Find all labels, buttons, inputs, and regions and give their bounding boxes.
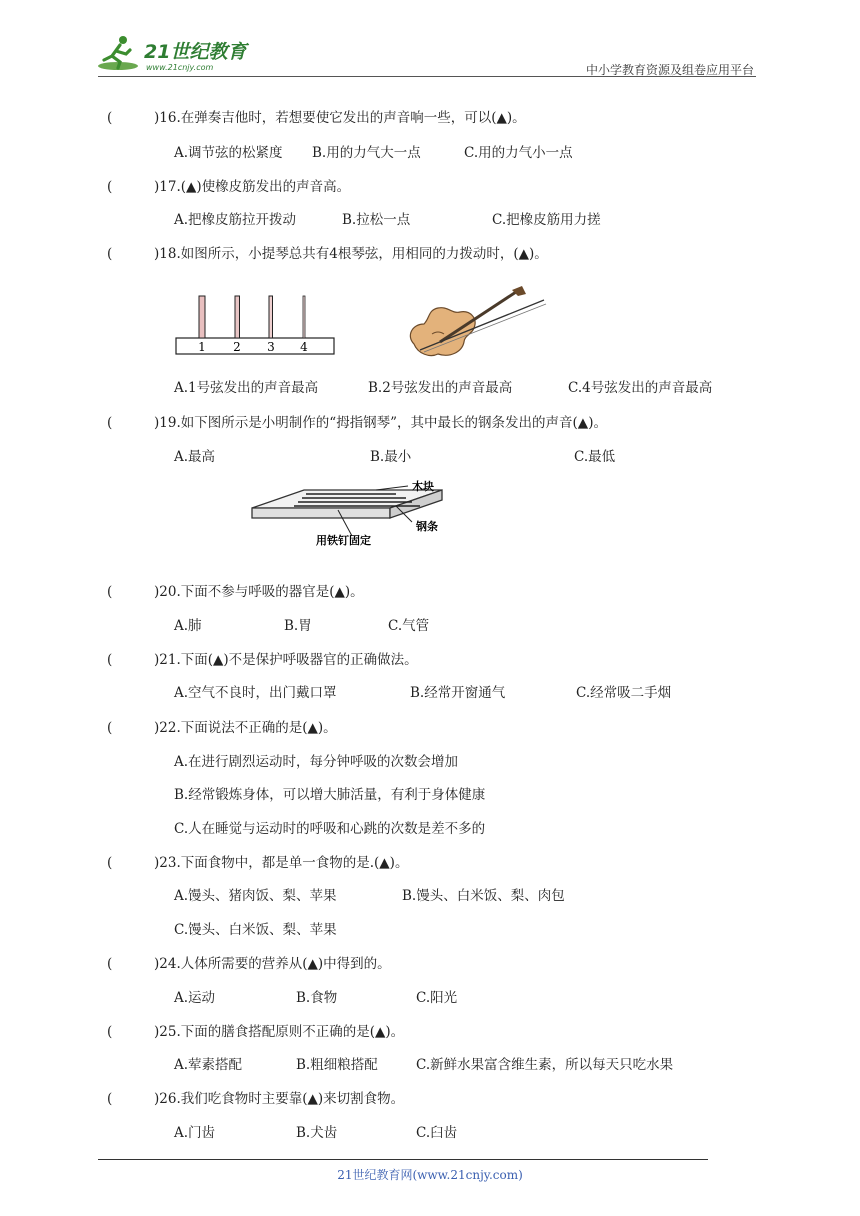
option-a: A.馒头、猪肉饭、梨、苹果	[174, 888, 337, 904]
question-18: ( )18.如图所示，小提琴总共有4根琴弦，用相同的力拨动时，(▲)。	[107, 246, 548, 262]
violin-figure	[404, 284, 550, 360]
header-divider	[98, 76, 756, 77]
option-b: B.2号弦发出的声音最高	[368, 380, 513, 396]
runner-icon	[98, 36, 138, 70]
option-c: C.臼齿	[416, 1125, 458, 1141]
question-stem: )25.下面的膳食搭配原则不正确的是(▲)。	[154, 1024, 405, 1040]
option-c: C.用的力气小一点	[464, 145, 573, 161]
option-b: B.食物	[296, 990, 338, 1006]
question-stem: )21.下面(▲)不是保护呼吸器官的正确做法。	[154, 652, 418, 668]
string-label-1: 1	[198, 340, 206, 354]
option-b: B.犬齿	[296, 1125, 338, 1141]
question-17: ( )17.(▲)使橡皮筋发出的声音高。	[107, 179, 351, 195]
option-a: A.荤素搭配	[174, 1057, 243, 1073]
option-22-b: B.经常锻炼身体，可以增大肺活量，有利于身体健康	[174, 787, 486, 803]
question-16: ( )16.在弹奏吉他时，若想要使它发出的声音响一些，可以(▲)。	[107, 110, 526, 126]
string-label-2: 2	[233, 340, 241, 354]
option-b: B.拉松一点	[342, 212, 411, 228]
option-c: C.阳光	[416, 990, 458, 1006]
option-b: B.粗细粮搭配	[296, 1057, 378, 1073]
option-c: C.最低	[574, 449, 616, 465]
question-25: ( )25.下面的膳食搭配原则不正确的是(▲)。	[107, 1024, 405, 1040]
question-stem: )19.如下图所示是小明制作的“拇指钢琴”，其中最长的钢条发出的声音(▲)。	[154, 415, 607, 431]
question-22: ( )22.下面说法不正确的是(▲)。	[107, 720, 337, 736]
question-stem: )23.下面食物中，都是单一食物的是.(▲)。	[154, 855, 409, 871]
question-23: ( )23.下面食物中，都是单一食物的是.(▲)。	[107, 855, 409, 871]
footer-divider	[98, 1159, 708, 1160]
option-b: B.经常开窗通气	[410, 685, 506, 701]
question-21: ( )21.下面(▲)不是保护呼吸器官的正确做法。	[107, 652, 418, 668]
question-26: ( )26.我们吃食物时主要靠(▲)来切割食物。	[107, 1091, 405, 1107]
question-stem: )26.我们吃食物时主要靠(▲)来切割食物。	[154, 1091, 405, 1107]
logo	[98, 34, 268, 74]
question-stem: )16.在弹奏吉他时，若想要使它发出的声音响一些，可以(▲)。	[154, 110, 526, 126]
platform-title: 中小学教育资源及组卷应用平台	[585, 63, 754, 77]
option-c: C.把橡皮筋用力搓	[492, 212, 601, 228]
question-stem: )20.下面不参与呼吸的器官是(▲)。	[154, 584, 364, 600]
option-c: C.气管	[388, 618, 430, 634]
string-label-3: 3	[267, 340, 275, 354]
option-a: A.最高	[174, 449, 216, 465]
logo-main-text: 21世纪教育	[144, 41, 247, 63]
option-a: A.把橡皮筋拉开拨动	[174, 212, 297, 228]
page-header	[98, 30, 756, 78]
question-20: ( )20.下面不参与呼吸的器官是(▲)。	[107, 584, 364, 600]
option-22-a: A.在进行剧烈运动时，每分钟呼吸的次数会增加	[174, 754, 459, 770]
option-b: B.用的力气大一点	[312, 145, 421, 161]
option-a: A.空气不良时，出门戴口罩	[174, 685, 337, 701]
violin-icon	[410, 286, 546, 356]
option-b: B.馒头、白米饭、梨、肉包	[402, 888, 565, 904]
option-c: C.4号弦发出的声音最高	[568, 380, 713, 396]
option-b: B.最小	[370, 449, 412, 465]
option-a: A.调节弦的松紧度	[174, 145, 283, 161]
question-stem: )22.下面说法不正确的是(▲)。	[154, 720, 337, 736]
question-stem: )17.(▲)使橡皮筋发出的声音高。	[154, 179, 351, 195]
option-a: A.肺	[174, 618, 202, 634]
piano-label-right: 钢条	[416, 520, 438, 533]
logo-url-text: www.21cnjy.com	[146, 63, 214, 72]
option-23-c: C.馒头、白米饭、梨、苹果	[174, 922, 337, 938]
option-a: A.门齿	[174, 1125, 216, 1141]
thumb-piano-figure	[246, 478, 474, 548]
question-stem: )18.如图所示，小提琴总共有4根琴弦，用相同的力拨动时，(▲)。	[154, 246, 548, 262]
option-c: C.新鲜水果富含维生素，所以每天只吃水果	[416, 1057, 674, 1073]
option-a: A.1号弦发出的声音最高	[174, 380, 319, 396]
strings-figure	[172, 290, 338, 356]
piano-label-bottom: 用铁钉固定	[316, 534, 371, 547]
option-b: B.胃	[284, 618, 312, 634]
piano-label-top: 木块	[412, 480, 434, 493]
option-22-c: C.人在睡觉与运动时的呼吸和心跳的次数是差不多的	[174, 821, 486, 837]
footer-link[interactable]: 21世纪教育网(www.21cnjy.com)	[337, 1168, 523, 1182]
question-19: ( )19.如下图所示是小明制作的“拇指钢琴”，其中最长的钢条发出的声音(▲)。	[107, 415, 607, 431]
option-a: A.运动	[174, 990, 216, 1006]
option-c: C.经常吸二手烟	[576, 685, 672, 701]
question-stem: )24.人体所需要的营养从(▲)中得到的。	[154, 956, 391, 972]
string-label-4: 4	[300, 340, 308, 354]
question-24: ( )24.人体所需要的营养从(▲)中得到的。	[107, 956, 391, 972]
